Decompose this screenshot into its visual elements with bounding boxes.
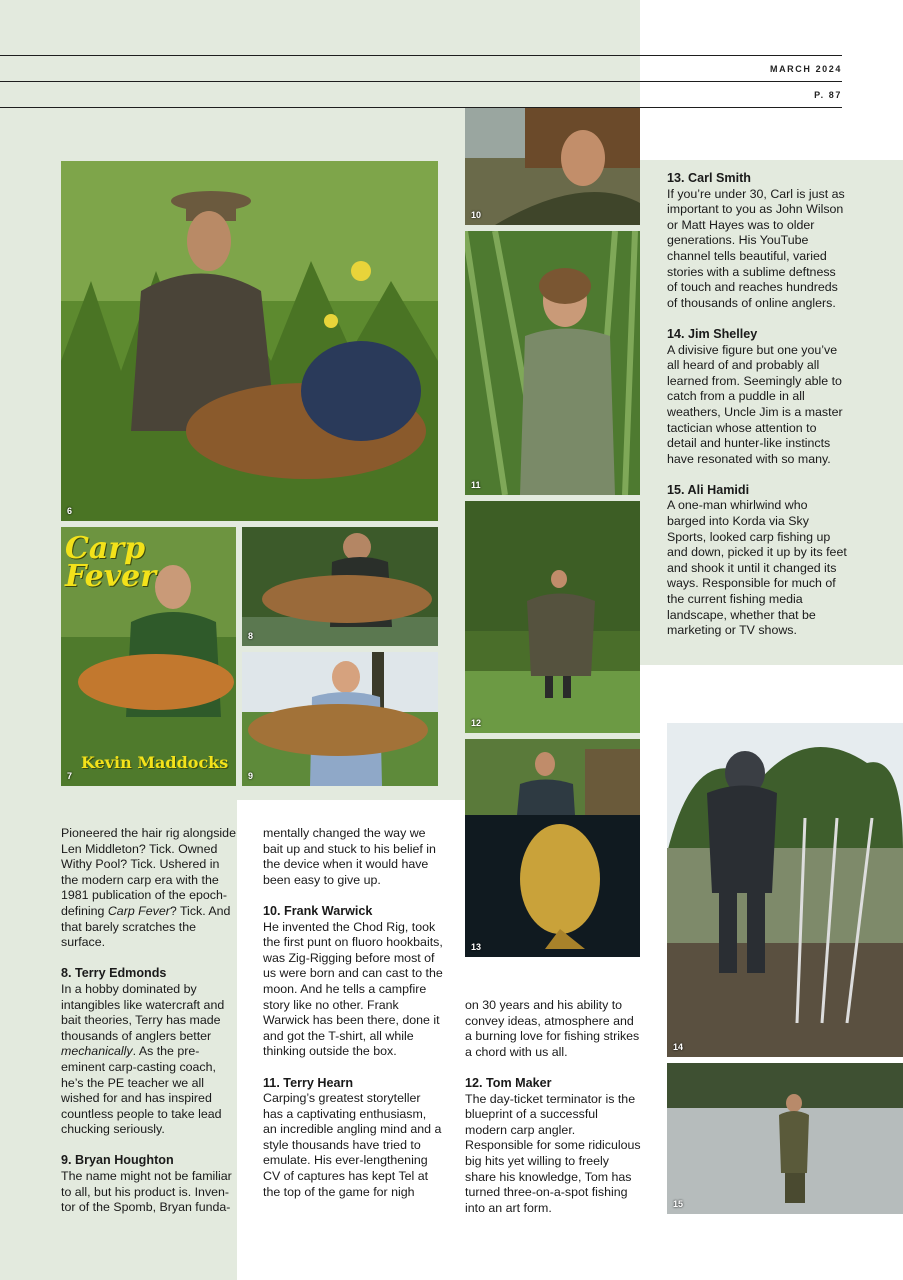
entry-heading: 11. Terry Hearn [263,1075,354,1090]
photo-12 [465,501,640,733]
photo-9 [242,652,438,786]
tom-maker-entry: 12. Tom Maker The day-ticket terminator is the blueprint of a successful modern carp angler. Responsible for some ridiculous big hits yet willing to freely share his knowledge, Tom has turned three-on-a-spot fishing into an art form. [465,1076,643,1216]
entry-heading: 10. Frank Warwick [263,903,373,918]
photo-10 [465,108,640,225]
photo-number: 12 [471,718,482,728]
issue-date: MARCH 2024 [769,64,842,74]
photo-8 [242,527,438,646]
frank-warwick-entry: 10. Frank Warwick He invented the Chod Rig, took the first punt on fluoro hookbaits, was Zig-Rigging before most of us were born and can cast to the moon. And he tells a campfire story like no other. Frank Warwick has been there, done it and got the T-shirt, all while thinking outside the box. [263,903,443,1059]
photo-number: 7 [67,771,73,781]
header-rule-top [0,55,842,56]
entry-heading: 9. Bryan Houghton [61,1153,174,1168]
photo-15 [667,1063,903,1214]
photo-number: 8 [248,631,254,641]
bryan-houghton-entry: 9. Bryan Houghton The name might not be familiar to all, but his product is. Inven-tor of the Spomb, Bryan funda- [61,1153,239,1215]
kevin-maddocks-entry: Pioneered the hair rig alongside Len Middleton? Tick. Owned Withy Pool? Tick. Ushered in the modern carp era with the 1981 publication of the epoch-defining Carp Fever? Tick. And that barely scratches the surface. [61,826,236,950]
photo-14 [667,723,903,1057]
header-rule-bottom [0,107,842,108]
page-number: P. 87 [814,90,842,100]
terry-hearn-entry: 11. Terry Hearn Carping’s greatest storyteller has a captivating enthusiasm, an incredible angling mind and a style thousands have tried to emulate. His ever-lengthening CV of captures has kept Tel at the top of the game for nigh [263,1075,442,1199]
photo-number: 10 [471,210,482,220]
book-cover-author: Kevin Maddocks [81,753,229,772]
jim-shelley-entry: 14. Jim Shelley A divisive figure but one you’ve all heard of and probably all learned from. Seemingly able to catch from a puddle in all weathers, Uncle Jim is a master tactician whose attention to detail and hunter-like instincts have resonated with so many. [667,327,847,467]
text-column-3 [465,998,643,1232]
photo-number: 15 [673,1199,684,1209]
photo-number: 11 [471,480,481,490]
entry-heading: 14. Jim Shelley [667,326,758,341]
bryan-houghton-continued: mentally changed the way we bait up and stuck to his belief in the device when it would have been easy to give up. [263,826,436,887]
photo-6 [61,161,438,521]
text-column-4 [667,171,847,654]
carl-smith-entry: 13. Carl Smith If you’re under 30, Carl is just as important to you as John Wilson or Matt Hayes was to older generations. His YouTube channel tells beautiful, varied stories with a sublime deftness of touch and reaches hundreds of thousands of online anglers. [667,171,847,311]
photo-number: 9 [248,771,254,781]
ali-hamidi-entry: 15. Ali Hamidi A one-man whirlwind who barged into Korda via Sky Sports, looked carp fishing up and down, picked it up by its feet and shook it until it changed its ways. Responsible for much of the current fishing media landscape, whether that be marketing or TV shows. [667,482,847,638]
photo-11 [465,231,640,495]
photo-number: 6 [67,506,73,516]
entry-heading: 15. Ali Hamidi [667,482,750,497]
photo-13 [465,739,640,957]
text-column-2 [263,826,443,1216]
book-cover-title: Carp Fever [65,531,157,594]
header-rule-middle [0,81,842,82]
terry-hearn-continued: on 30 years and his ability to convey ideas, atmosphere and a burning love for fishing strikes a chord with us all. [465,998,640,1059]
photo-number: 13 [471,942,482,952]
entry-heading: 13. Carl Smith [667,171,751,185]
photo-7 [61,527,236,786]
terry-edmonds-entry: 8. Terry Edmonds In a hobby dominated by intangibles like watercraft and bait theories, Terry has made thousands of anglers better mechanically. As the pre-eminent carp-casting coach, he’s the PE teacher we all wished for and has inspired countless people to take lead chucking seriously. [61,966,239,1138]
entry-heading: 12. Tom Maker [465,1075,552,1090]
photo-number: 14 [673,1042,684,1052]
text-column-1 [61,826,239,1231]
entry-heading: 8. Terry Edmonds [61,966,167,981]
